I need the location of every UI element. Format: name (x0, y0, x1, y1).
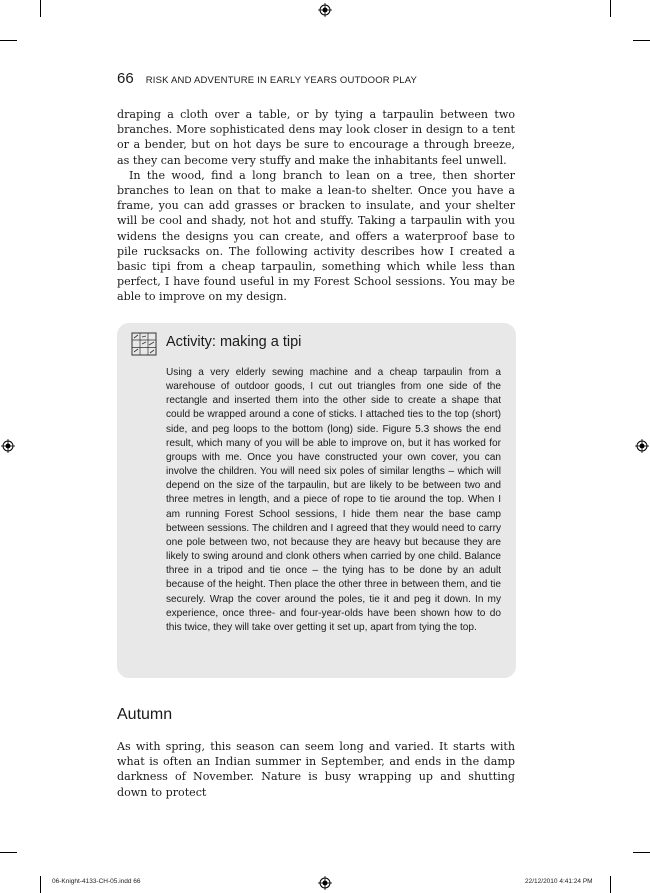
activity-text: Using a very elderly sewing machine and a cheap tarpaulin from a warehouse of outdoor goods, I cut out triangles from one side of the rectangle and inserted them into the other side to create a shape that could be wrapped around a cone of sticks. I attached ties to the top (short) side, and peg loops to the bottom (long) side. Figure 5.3 shows the end result, which many of you will be able to improve on, but it has worked for groups with me. Once you have constructed your own cover, you can involve the children. You will need six poles of similar lengths – which will depend on the size of the tarpaulin, but are likely to be between two and three metres in length, and a piece of rope to tie around the top. When I am running Forest School sessions, I hide them near the base camp between sessions. The children and I agreed that they would need to carry one pole between two, not because they are heavy but because they are likely to swing around and clonk others when carried by one child. Balance three in a tripod and tie once – the tying has to be done by an adult because of the height. Then place the other three in between them, and tie securely. Wrap the cover around the poles, tie it and peg it down. In my experience, once three- and four-year-olds have been shown how to do this twice, they will take over getting it set up, apart from tying the top. (166, 367, 501, 633)
running-header (117, 70, 417, 87)
paragraph: In the wood, find a long branch to lean on a tree, then shorter branches to lean on that to make a lean-to shelter. Once you have a frame, you can add grasses or bracken to insulate, and your shelter will be cool and shady, not hot and stuffy. Taking a tarpaulin with you widens the designs you can create, and offers a waterproof base to pile rucksacks on. The following activity describes how I created a basic tipi from a cheap tarpaulin, something which while less than perfect, I have found useful in my Forest School sessions. You may be able to improve on my design. (117, 168, 515, 304)
activity-title: Activity: making a tipi (166, 334, 302, 350)
registration-mark-icon (635, 439, 649, 453)
registration-mark-icon (318, 876, 332, 890)
crop-mark (0, 852, 17, 853)
crop-mark (610, 876, 611, 893)
crop-mark (633, 852, 650, 853)
running-title: RISK AND ADVENTURE IN EARLY YEARS OUTDOOR PLAY (145, 75, 418, 86)
crop-mark (0, 40, 17, 41)
registration-mark-icon (1, 439, 15, 453)
paragraph: As with spring, this season can seem long and varied. It starts with what is often an Indian summer in September, and ends in the damp darkness of November. Nature is busy wrapping up and shutting down to protect (117, 740, 515, 799)
slug-file: 06-Knight-4133-CH-05.indd 66 (52, 878, 141, 885)
crop-mark (40, 0, 41, 17)
crop-mark (610, 0, 611, 17)
crop-mark (40, 876, 41, 893)
slug-date: 22/12/2010 4:41:24 PM (525, 878, 593, 885)
body-text (117, 739, 515, 800)
paragraph: draping a cloth over a table, or by tying a tarpaulin between two branches. More sophisticated dens may look closer in design to a tent or a bender, but on hot days be sure to encourage a through breeze, as they can become very stuffy and make the inhabitants feel unwell. (117, 108, 515, 167)
activity-box (117, 323, 516, 678)
registration-mark-icon (318, 3, 332, 17)
activity-grid-icon (131, 332, 157, 356)
page-number: 66 (117, 70, 134, 87)
section-heading: Autumn (117, 706, 173, 723)
crop-mark (633, 40, 650, 41)
body-text (117, 107, 515, 305)
